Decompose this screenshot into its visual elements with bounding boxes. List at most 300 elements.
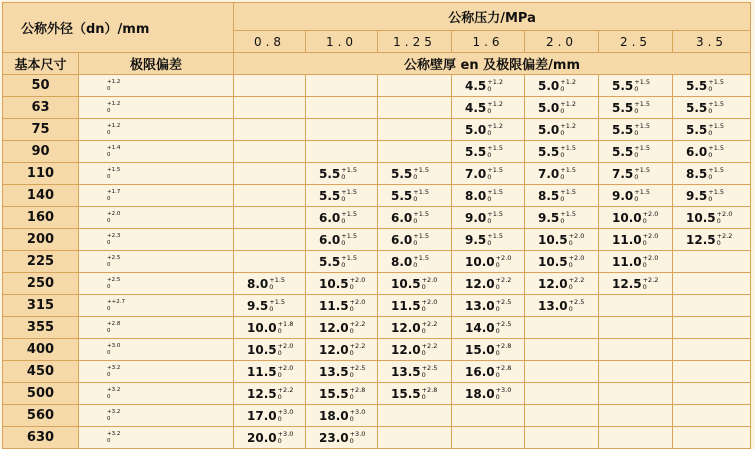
limit-deviation-cell [79, 273, 234, 295]
wall-thickness-header: 公称壁厚 en 及极限偏差/mm [234, 53, 751, 75]
upper-deviation: +1.5 [487, 143, 504, 152]
wall-thickness-value: 5.5 [465, 144, 487, 159]
wall-thickness-value: 13.5 [319, 364, 349, 379]
tolerance-stack [350, 409, 366, 423]
wall-thickness-cell [234, 207, 306, 229]
upper-deviation: +1.2 [487, 99, 504, 108]
table-row [3, 361, 751, 383]
wall-thickness-cell [525, 361, 599, 383]
pressure-col: 2.5 [599, 31, 673, 53]
lower-deviation: 0 [634, 172, 639, 181]
tolerance-stack [643, 211, 659, 225]
lower-deviation: 0 [708, 106, 713, 115]
wall-thickness-cell [306, 75, 378, 97]
upper-deviation: +3.0 [107, 342, 121, 349]
upper-deviation: +1.5 [708, 143, 725, 152]
wall-thickness-value: 11.5 [319, 298, 349, 313]
upper-deviation: +1.5 [708, 165, 725, 174]
wall-thickness-cell [452, 141, 525, 163]
wall-thickness-cell [599, 97, 673, 119]
upper-deviation: +1.5 [708, 121, 725, 130]
lower-deviation: 0 [413, 238, 418, 247]
limit-deviation-cell [79, 339, 234, 361]
header-row-1 [3, 3, 751, 31]
upper-deviation: +1.5 [634, 165, 651, 174]
wall-thickness-cell [452, 75, 525, 97]
upper-deviation: +2.0 [495, 253, 512, 262]
nominal-diameter-cell: 500 [3, 383, 79, 405]
wall-thickness-cell [599, 273, 673, 295]
wall-thickness-cell [673, 383, 751, 405]
table-row [3, 317, 751, 339]
wall-thickness-cell [599, 207, 673, 229]
tolerance-stack [634, 145, 650, 159]
lower-deviation: 0 [634, 84, 639, 93]
upper-deviation: +2.2 [716, 231, 733, 240]
lower-deviation: 0 [495, 282, 500, 291]
tolerance-stack [107, 365, 120, 379]
tolerance-stack [717, 211, 733, 225]
wall-thickness-cell [378, 207, 452, 229]
wall-thickness-cell [525, 119, 599, 141]
wall-thickness-cell [673, 163, 751, 185]
wall-thickness-cell [378, 383, 452, 405]
upper-deviation: +1.8 [277, 319, 294, 328]
upper-deviation: +1.2 [107, 122, 121, 129]
wall-thickness-value: 5.5 [612, 78, 634, 93]
lower-deviation: 0 [269, 304, 274, 313]
tolerance-stack [341, 255, 357, 269]
wall-thickness-value: 12.0 [391, 320, 421, 335]
upper-deviation: +1.5 [341, 165, 358, 174]
tolerance-stack [487, 211, 503, 225]
lower-deviation: 0 [421, 348, 426, 357]
tolerance-stack [708, 145, 724, 159]
lower-deviation: 0 [349, 282, 354, 291]
wall-thickness-cell [306, 405, 378, 427]
nominal-diameter-cell: 400 [3, 339, 79, 361]
wall-thickness-cell [306, 251, 378, 273]
upper-deviation: +3.2 [107, 408, 121, 415]
table-row [3, 405, 751, 427]
wall-thickness-cell [525, 207, 599, 229]
limit-deviation-cell [79, 163, 234, 185]
wall-thickness-value: 11.5 [391, 298, 421, 313]
wall-thickness-value: 10.0 [247, 320, 277, 335]
wall-thickness-cell [599, 383, 673, 405]
upper-deviation: +1.5 [487, 165, 504, 174]
lower-deviation: 0 [560, 84, 565, 93]
wall-thickness-cell [234, 251, 306, 273]
lower-deviation: 0 [277, 348, 282, 357]
wall-thickness-cell [234, 383, 306, 405]
wall-thickness-cell [525, 97, 599, 119]
wall-thickness-value: 11.0 [612, 254, 642, 269]
lower-deviation: 0 [413, 194, 418, 203]
wall-thickness-value: 10.5 [391, 276, 421, 291]
lower-deviation: 0 [349, 370, 354, 379]
wall-thickness-value: 5.5 [319, 188, 341, 203]
tolerance-stack [422, 343, 438, 357]
limit-deviation-cell [79, 383, 234, 405]
upper-deviation: +2.2 [568, 275, 585, 284]
tolerance-stack [422, 321, 438, 335]
wall-thickness-cell [378, 273, 452, 295]
wall-thickness-cell [673, 295, 751, 317]
table-row [3, 75, 751, 97]
wall-thickness-cell [234, 163, 306, 185]
tolerance-stack [487, 167, 503, 181]
lower-deviation: 0 [708, 194, 713, 203]
wall-thickness-cell [306, 97, 378, 119]
lower-deviation: 0 [107, 195, 111, 202]
tolerance-stack [341, 189, 357, 203]
wall-thickness-value: 17.0 [247, 408, 277, 423]
wall-thickness-cell [525, 251, 599, 273]
tolerance-stack [560, 101, 576, 115]
wall-thickness-cell [378, 427, 452, 449]
wall-thickness-cell [306, 427, 378, 449]
pressure-col: 1.0 [306, 31, 378, 53]
upper-deviation: +1.5 [413, 165, 430, 174]
tolerance-stack [107, 167, 120, 181]
wall-thickness-value: 7.0 [465, 166, 487, 181]
table-row [3, 229, 751, 251]
wall-thickness-cell [452, 185, 525, 207]
upper-deviation: +2.5 [107, 276, 121, 283]
tolerance-stack [560, 79, 576, 93]
wall-thickness-cell [378, 361, 452, 383]
pressure-col: 1.6 [452, 31, 525, 53]
wall-thickness-value: 5.5 [612, 100, 634, 115]
wall-thickness-cell [599, 75, 673, 97]
wall-thickness-value: 10.0 [465, 254, 495, 269]
upper-deviation: +1.5 [341, 253, 358, 262]
tolerance-stack [634, 123, 650, 137]
wall-thickness-value: 8.0 [465, 188, 487, 203]
lower-deviation: 0 [107, 85, 111, 92]
lower-deviation: 0 [568, 282, 573, 291]
wall-thickness-value: 6.0 [319, 210, 341, 225]
upper-deviation: ++2.7 [107, 298, 125, 305]
lower-deviation: 0 [349, 326, 354, 335]
upper-deviation: +1.5 [107, 166, 121, 173]
upper-deviation: +1.2 [560, 99, 577, 108]
upper-deviation: +2.2 [277, 385, 294, 394]
upper-deviation: +1.5 [341, 231, 358, 240]
tolerance-stack [107, 321, 120, 335]
wall-thickness-cell [673, 185, 751, 207]
nominal-diameter-cell: 355 [3, 317, 79, 339]
wall-thickness-value: 6.0 [391, 210, 413, 225]
upper-deviation: +1.5 [487, 231, 504, 240]
wall-thickness-value: 12.0 [319, 320, 349, 335]
tolerance-stack [350, 321, 366, 335]
lower-deviation: 0 [495, 370, 500, 379]
wall-thickness-cell [452, 251, 525, 273]
upper-deviation: +1.5 [413, 253, 430, 262]
table-row [3, 141, 751, 163]
lower-deviation: 0 [642, 216, 647, 225]
lower-deviation: 0 [642, 260, 647, 269]
upper-deviation: +2.0 [642, 253, 659, 262]
upper-deviation: +1.4 [107, 144, 121, 151]
tolerance-stack [413, 211, 429, 225]
wall-thickness-cell [525, 295, 599, 317]
wall-thickness-cell [599, 295, 673, 317]
lower-deviation: 0 [107, 415, 111, 422]
tolerance-stack [341, 211, 357, 225]
wall-thickness-value: 8.5 [538, 188, 560, 203]
lower-deviation: 0 [349, 348, 354, 357]
nominal-diameter-cell: 50 [3, 75, 79, 97]
wall-thickness-cell [452, 295, 525, 317]
wall-thickness-value: 15.5 [391, 386, 421, 401]
wall-thickness-cell [673, 229, 751, 251]
upper-deviation: +1.5 [708, 187, 725, 196]
wall-thickness-value: 9.0 [465, 210, 487, 225]
wall-thickness-cell [452, 339, 525, 361]
dn-header: 公称外径（dn）/mm [3, 3, 234, 53]
upper-deviation: +2.5 [568, 297, 585, 306]
nominal-diameter-cell: 225 [3, 251, 79, 273]
wall-thickness-value: 5.5 [319, 166, 341, 181]
upper-deviation: +1.7 [107, 188, 121, 195]
wall-thickness-value: 5.5 [612, 122, 634, 137]
wall-thickness-cell [452, 405, 525, 427]
nominal-diameter-cell: 140 [3, 185, 79, 207]
tolerance-stack [278, 431, 294, 445]
wall-thickness-value: 12.0 [319, 342, 349, 357]
wall-thickness-cell [306, 229, 378, 251]
tolerance-stack [569, 255, 585, 269]
lower-deviation: 0 [107, 151, 111, 158]
wall-thickness-cell [599, 163, 673, 185]
table-row [3, 119, 751, 141]
wall-thickness-cell [452, 229, 525, 251]
wall-thickness-value: 13.0 [465, 298, 495, 313]
wall-thickness-cell [525, 405, 599, 427]
wall-thickness-value: 18.0 [465, 386, 495, 401]
wall-thickness-cell [378, 97, 452, 119]
lower-deviation: 0 [560, 106, 565, 115]
wall-thickness-cell [673, 273, 751, 295]
wall-thickness-cell [378, 295, 452, 317]
lower-deviation: 0 [341, 194, 346, 203]
wall-thickness-value: 10.5 [538, 254, 568, 269]
limit-deviation-cell [79, 185, 234, 207]
lower-deviation: 0 [341, 238, 346, 247]
tolerance-stack [107, 343, 120, 357]
tolerance-stack [422, 387, 438, 401]
wall-thickness-value: 5.0 [538, 78, 560, 93]
tolerance-stack [487, 145, 503, 159]
tolerance-stack [107, 277, 120, 291]
tolerance-stack [496, 387, 512, 401]
tolerance-stack [107, 299, 125, 313]
lower-deviation: 0 [107, 327, 111, 334]
table-body [3, 3, 751, 449]
wall-thickness-cell [452, 119, 525, 141]
wall-thickness-value: 10.5 [319, 276, 349, 291]
lower-deviation: 0 [568, 238, 573, 247]
lower-deviation: 0 [413, 172, 418, 181]
wall-thickness-value: 7.0 [538, 166, 560, 181]
lower-deviation: 0 [277, 326, 282, 335]
upper-deviation: +2.0 [349, 275, 366, 284]
wall-thickness-cell [599, 141, 673, 163]
upper-deviation: +1.5 [487, 209, 504, 218]
upper-deviation: +2.0 [716, 209, 733, 218]
lower-deviation: 0 [716, 216, 721, 225]
wall-thickness-value: 12.5 [612, 276, 642, 291]
lower-deviation: 0 [560, 194, 565, 203]
limit-deviation-cell [79, 97, 234, 119]
wall-thickness-cell [525, 185, 599, 207]
wall-thickness-cell [306, 339, 378, 361]
lower-deviation: 0 [568, 260, 573, 269]
wall-thickness-value: 18.0 [319, 408, 349, 423]
upper-deviation: +2.5 [495, 297, 512, 306]
tolerance-stack [643, 255, 659, 269]
wall-thickness-cell [306, 185, 378, 207]
lower-deviation: 0 [634, 150, 639, 159]
nominal-diameter-cell: 110 [3, 163, 79, 185]
upper-deviation: +2.5 [495, 319, 512, 328]
tolerance-stack [107, 431, 120, 445]
upper-deviation: +1.2 [487, 77, 504, 86]
upper-deviation: +1.5 [413, 187, 430, 196]
upper-deviation: +3.2 [107, 430, 121, 437]
wall-thickness-cell [452, 317, 525, 339]
lower-deviation: 0 [560, 216, 565, 225]
lower-deviation: 0 [341, 216, 346, 225]
lower-deviation: 0 [413, 260, 418, 269]
lower-deviation: 0 [708, 150, 713, 159]
wall-thickness-cell [599, 185, 673, 207]
lower-deviation: 0 [487, 84, 492, 93]
lower-deviation: 0 [277, 370, 282, 379]
lower-deviation: 0 [487, 194, 492, 203]
tolerance-stack [278, 321, 294, 335]
nominal-diameter-cell: 63 [3, 97, 79, 119]
upper-deviation: +2.0 [349, 297, 366, 306]
wall-thickness-value: 5.0 [538, 122, 560, 137]
wall-thickness-cell [306, 273, 378, 295]
wall-thickness-cell [306, 317, 378, 339]
limit-deviation-header: 极限偏差 [79, 53, 234, 75]
tolerance-stack [560, 145, 576, 159]
limit-deviation-cell [79, 75, 234, 97]
lower-deviation: 0 [487, 128, 492, 137]
upper-deviation: +2.0 [642, 209, 659, 218]
wall-thickness-cell [234, 229, 306, 251]
lower-deviation: 0 [421, 392, 426, 401]
nominal-diameter-cell: 250 [3, 273, 79, 295]
upper-deviation: +2.0 [568, 253, 585, 262]
wall-thickness-value: 5.5 [538, 144, 560, 159]
wall-thickness-cell [599, 119, 673, 141]
upper-deviation: +1.5 [560, 143, 577, 152]
basic-size-header: 基本尺寸 [3, 53, 79, 75]
tolerance-stack [350, 431, 366, 445]
nominal-diameter-cell: 450 [3, 361, 79, 383]
wall-thickness-cell [673, 317, 751, 339]
pressure-col: 2.0 [525, 31, 599, 53]
wall-thickness-cell [673, 207, 751, 229]
lower-deviation: 0 [107, 107, 111, 114]
wall-thickness-value: 9.5 [686, 188, 708, 203]
upper-deviation: +2.2 [421, 319, 438, 328]
tolerance-stack [496, 365, 512, 379]
upper-deviation: +1.5 [560, 165, 577, 174]
wall-thickness-cell [525, 383, 599, 405]
upper-deviation: +2.8 [421, 385, 438, 394]
lower-deviation: 0 [107, 393, 111, 400]
upper-deviation: +1.2 [560, 77, 577, 86]
tolerance-stack [496, 277, 512, 291]
wall-thickness-value: 20.0 [247, 430, 277, 445]
upper-deviation: +2.2 [349, 319, 366, 328]
tolerance-stack [278, 365, 294, 379]
wall-thickness-cell [599, 317, 673, 339]
tolerance-stack [560, 211, 576, 225]
wall-thickness-cell [673, 251, 751, 273]
tolerance-stack [107, 123, 120, 137]
tolerance-stack [717, 233, 733, 247]
wall-thickness-cell [378, 229, 452, 251]
lower-deviation: 0 [277, 392, 282, 401]
lower-deviation: 0 [421, 282, 426, 291]
wall-thickness-cell [525, 427, 599, 449]
wall-thickness-cell [452, 273, 525, 295]
wall-thickness-cell [525, 229, 599, 251]
tolerance-stack [341, 167, 357, 181]
pressure-col: 0.8 [234, 31, 306, 53]
tolerance-stack [350, 365, 366, 379]
tolerance-stack [107, 145, 120, 159]
tolerance-stack [107, 189, 120, 203]
table-row [3, 163, 751, 185]
tolerance-stack [560, 167, 576, 181]
upper-deviation: +2.5 [107, 254, 121, 261]
tolerance-stack [560, 123, 576, 137]
lower-deviation: 0 [560, 150, 565, 159]
tolerance-stack [107, 409, 120, 423]
upper-deviation: +3.2 [107, 364, 121, 371]
pressure-col: 1.25 [378, 31, 452, 53]
wall-thickness-cell [306, 141, 378, 163]
upper-deviation: +1.2 [107, 78, 121, 85]
lower-deviation: 0 [107, 239, 111, 246]
upper-deviation: +1.5 [634, 99, 651, 108]
tolerance-stack [634, 79, 650, 93]
wall-thickness-cell [525, 339, 599, 361]
limit-deviation-cell [79, 207, 234, 229]
wall-thickness-cell [452, 361, 525, 383]
table-row [3, 383, 751, 405]
tolerance-stack [413, 255, 429, 269]
wall-thickness-cell [525, 75, 599, 97]
upper-deviation: +1.5 [341, 209, 358, 218]
wall-thickness-cell [599, 339, 673, 361]
wall-thickness-value: 12.0 [465, 276, 495, 291]
lower-deviation: 0 [495, 260, 500, 269]
wall-thickness-cell [673, 405, 751, 427]
lower-deviation: 0 [708, 172, 713, 181]
wall-thickness-value: 13.5 [391, 364, 421, 379]
wall-thickness-value: 5.0 [538, 100, 560, 115]
